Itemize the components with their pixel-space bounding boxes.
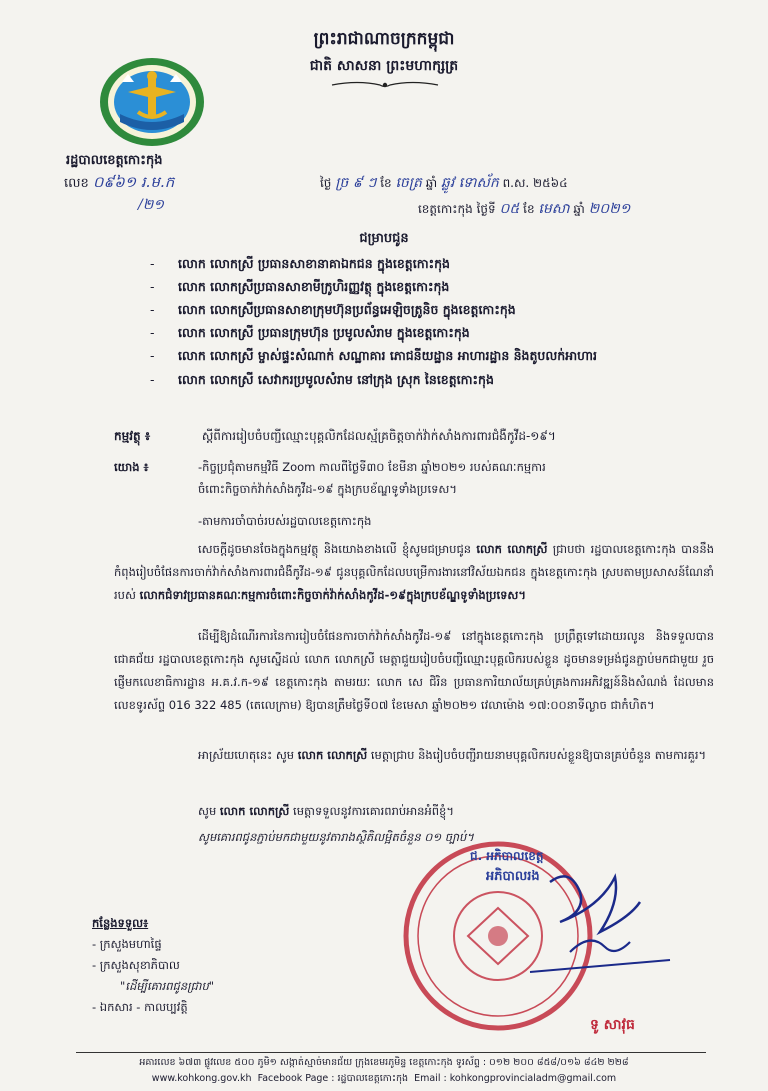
lunar-year: ឆ្លូវ ទោស័ក — [440, 175, 499, 191]
recipient-item: - លោក លោកស្រី សេវាករប្រមូលសំរាម នៅក្រុង ស្រុក នៃខេត្តកោះកុង — [150, 372, 494, 387]
p2-text: ដើម្បីឱ្យដំណើរការនៃការរៀបចំផែនការចាក់វ៉ាក់សាំងកូវីដ-១៩ នៅក្នុងខេត្តកោះកុង ប្រព្រឹត្តទៅដោយរលូន និងទទួលបានជោគជ័យ រដ្ឋបាលខេត្តកោះកុង សូមស្នើដល់ លោក លោកស្រី មេត្តាជួយរៀបចំបញ្ជីឈ្មោះបុគ្គលិករបស់ខ្លួន ដូចមានទម្រង់ជូនភ្ជាប់មកជាមួយ រួចផ្ញើមកលេខាធិការដ្ឋាន អ.គ.វ.ក-១៩ ខេត្តកោះកុង តាមរយៈ លោក សេ ជិរិន ប្រធានការិយាល័យគ្រប់គ្រងការអភិវឌ្ឍន៍និងសំណង់ ដែលមានលេខទូរស័ព្ទ 016 322 485 (តេលេក្រាម) ឱ្យបានត្រឹមថ្ងៃទី០៧ ខែមេសា ឆ្នាំ២០២១ វេលាម៉ោង ១៧:០០នាទីល្ងាច ជាកំហិត។ — [114, 629, 714, 712]
solar-year: ២០២១ — [588, 201, 631, 217]
reference-block — [114, 456, 714, 532]
reference-number — [64, 173, 174, 195]
lunar-date — [320, 173, 568, 194]
issuing-authority: រដ្ឋបាលខេត្តកោះកុង — [66, 153, 163, 168]
p1-addressee: លោក លោកស្រី — [476, 542, 548, 556]
reference-label: យោង ៖ — [114, 460, 149, 474]
lunar-day: ច្រ ៩ ៗ — [335, 175, 377, 191]
recipient-item: - លោក លោកស្រី ម្ចាស់ផ្ទះសំណាក់ សណ្ឋាគារ ភោជនីយដ្ឋាន អាហារដ្ឋាន និងតូបលក់អាហារ — [150, 348, 597, 363]
ref-label: លេខ — [64, 176, 89, 191]
solar-year-label: ឆ្នាំ — [573, 202, 585, 216]
footer-address: អគារលេខ ៦៧៣ ផ្លូវលេខ ៥០០ ភូមិ១ សង្កាត់ស្មាច់មានជ័យ ក្រុងខេមរភូមិន្ទ ខេត្តកោះកុង ទូរស័ព្ទ : ០១២ ២០០ ៨៥៨/០១៦ ៨៤២ ២២៨ — [139, 1057, 629, 1068]
cc-item: - ក្រសួងសុខាភិបាល — [92, 958, 180, 972]
lunar-month-label: ខែ — [380, 176, 392, 190]
reference-line-2: ចំពោះកិច្ចចាក់វ៉ាក់សាំងកូវីដ-១៩ ក្នុងក្របខ័ណ្ឌទូទាំងប្រទេស។ — [198, 482, 457, 496]
email-label: Email : — [414, 1073, 447, 1084]
body-paragraph-2 — [114, 625, 714, 717]
recipient-item: - លោក លោកស្រីប្រធានសាខាមីក្រូហិរញ្ញវត្ថុ ក្នុងខេត្តកោះកុង — [150, 279, 450, 294]
cc-item: "ដើម្បីគោរពជូនជ្រាប" — [120, 979, 215, 993]
solar-day: ០៥ — [499, 201, 520, 217]
recipient-text: លោក លោកស្រី សេវាករប្រមូលសំរាម នៅក្រុង ស្រុក នៃខេត្តកោះកុង — [178, 372, 494, 387]
footer-contacts — [0, 1072, 768, 1086]
p1-text-c: ជ្រាបថា រដ្ឋបាលខេត្តកោះកុង បាននឹងកំពុងរៀបចំផែនការចាក់វ៉ាក់សាំងការពារជំងឺកូវីដ-១៩ ជូនបុគ្គលិកដែលបម្រើការងារនៅវិស័យឯកជន ក្នុងខេត្តកោះកុង ស្របតាមប្រសាសន៍ណែនាំរបស់ — [114, 542, 715, 602]
motto-ornament-icon — [330, 80, 440, 90]
recipient-text: លោក លោកស្រី ម្ចាស់ផ្ទះសំណាក់ សណ្ឋាគារ ភោជនីយដ្ឋាន អាហារដ្ឋាន និងតូបលក់អាហារ — [178, 348, 597, 363]
recipient-list — [150, 252, 710, 391]
facebook-label: Facebook Page : — [257, 1073, 335, 1084]
recipient-text: លោក លោកស្រី ប្រធានក្រុមហ៊ុន ប្រមូលសំរាម ក្នុងខេត្តកោះកុង — [178, 325, 470, 340]
body-paragraph-3 — [114, 744, 714, 767]
lunar-prefix: ថ្ងៃ — [320, 176, 332, 190]
p1-text-d: លោកជំទាវប្រធានគណៈកម្មការចំពោះកិច្ចចាក់វ៉ាក់សាំងកូវីដ-១៩ក្នុងក្របខ័ណ្ឌទូទាំងប្រទេស។ — [139, 588, 526, 602]
email-link[interactable]: kohkongprovincialadm@gmail.com — [449, 1073, 617, 1084]
lunar-month: ចេត្រ — [395, 175, 422, 191]
p3-addressee: លោក លោកស្រី — [297, 748, 368, 762]
subject-line — [114, 428, 704, 446]
subject-label: កម្មវត្ថុ ៖ — [114, 429, 151, 443]
solar-month-label: ខែ — [523, 202, 535, 216]
ref-number-handwritten: ០៩៦១ រ.ម.ក — [92, 173, 175, 191]
p4-addressee: លោក លោកស្រី — [219, 804, 290, 818]
solar-date — [418, 199, 630, 220]
recipient-text: លោក លោកស្រីប្រធានសាខាក្រុមហ៊ុនប្រព័ន្ធអេឡិចត្រូនិច ក្នុងខេត្តកោះកុង — [178, 302, 516, 317]
ref-suffix-handwritten: /២១ — [138, 197, 164, 213]
copy-recipients — [92, 913, 214, 1018]
body-paragraph-1 — [114, 538, 714, 607]
reference-line-3: -តាមការចាំបាច់របស់រដ្ឋបាលខេត្តកោះកុង — [198, 514, 372, 528]
handwritten-signature-icon — [520, 862, 680, 982]
reference-line-1: -កិច្ចប្រជុំតាមកម្មវិធី Zoom កាលពីថ្ងៃទី៣០ ខែមីនា ឆ្នាំ២០២១ របស់គណៈកម្មការ — [198, 460, 546, 474]
buddhist-era: ព.ស. ២៥៦៤ — [502, 176, 568, 190]
solar-month: មេសា — [538, 201, 570, 217]
cc-item: - ក្រសួងមហាផ្ទៃ — [92, 937, 162, 951]
footer-divider — [76, 1052, 706, 1053]
signatory-title: ជ. អភិបាលខេត្ត — [470, 849, 544, 863]
closing-line — [114, 800, 714, 823]
national-motto: ជាតិ សាសនា ព្រះមហាក្សត្រ — [309, 58, 459, 74]
signatory-subtitle: អភិបាលរង — [486, 869, 540, 884]
recipient-item: - លោក លោកស្រី ប្រធានសាខានាគាឯកជន ក្នុងខេត្តកោះកុង — [150, 256, 450, 271]
recipient-item: - លោក លោកស្រី ប្រធានក្រុមហ៊ុន ប្រមូលសំរាម ក្នុងខេត្តកោះកុង — [150, 325, 470, 340]
subject-text: ស្តីពីការរៀបចំបញ្ជីឈ្មោះបុគ្គលិកដែលស្ម័គ្រចិត្តចាក់វ៉ាក់សាំងការពារជំងឺកូវីដ-១៩។ — [201, 429, 556, 443]
p1-text-a: សេចក្តីដូចមានចែងក្នុងកម្មវត្ថុ និងយោងខាងលើ ខ្ញុំសូមជម្រាបជូន — [198, 542, 472, 556]
cc-title: កន្លែងទទួល៖ — [92, 916, 149, 930]
p5-text: សូមគោរពជូនភ្ជាប់មកជាមួយនូវតារាងស្ថិតិលម្អិតចំនួន ០១ ច្បាប់។ — [198, 830, 474, 844]
provincial-emblem-icon — [98, 56, 206, 148]
kingdom-title: ព្រះរាជាណាចក្រកម្ពុជា — [313, 29, 455, 49]
p3-text-c: មេត្តាជ្រាប និងរៀបចំបញ្ជីរាយនាមបុគ្គលិករបស់ខ្លួនឱ្យបានគ្រប់ចំនួន តាមការគួរ។ — [370, 748, 707, 762]
lunar-year-label: ឆ្នាំ — [425, 176, 438, 190]
recipient-text: លោក លោកស្រី ប្រធានសាខានាគាឯកជន ក្នុងខេត្តកោះកុង — [178, 256, 450, 271]
addressee-heading: ជម្រាបជូន — [359, 231, 409, 246]
p4-text-a: សូម — [198, 804, 217, 818]
p3-text-a: អាស្រ័យហេតុនេះ សូម — [198, 748, 295, 762]
recipient-text: លោក លោកស្រីប្រធានសាខាមីក្រូហិរញ្ញវត្ថុ ក្នុងខេត្តកោះកុង — [178, 279, 450, 294]
website-link[interactable]: www.kohkong.gov.kh — [151, 1073, 252, 1084]
cc-item: - ឯកសារ - កាលប្បវត្តិ — [92, 1000, 188, 1014]
facebook-link[interactable]: រដ្ឋបាលខេត្តកោះកុង — [337, 1073, 409, 1084]
solar-prefix: ខេត្តកោះកុង ថ្ងៃទី — [418, 202, 496, 216]
p4-text-c: មេត្តាទទួលនូវការគោរពរាប់អានអំពីខ្ញុំ។ — [293, 804, 454, 818]
signer-name: ទូ សាវុធ — [590, 1017, 635, 1033]
recipient-item: - លោក លោកស្រីប្រធានសាខាក្រុមហ៊ុនប្រព័ន្ធអេឡិចត្រូនិច ក្នុងខេត្តកោះកុង — [150, 302, 516, 317]
